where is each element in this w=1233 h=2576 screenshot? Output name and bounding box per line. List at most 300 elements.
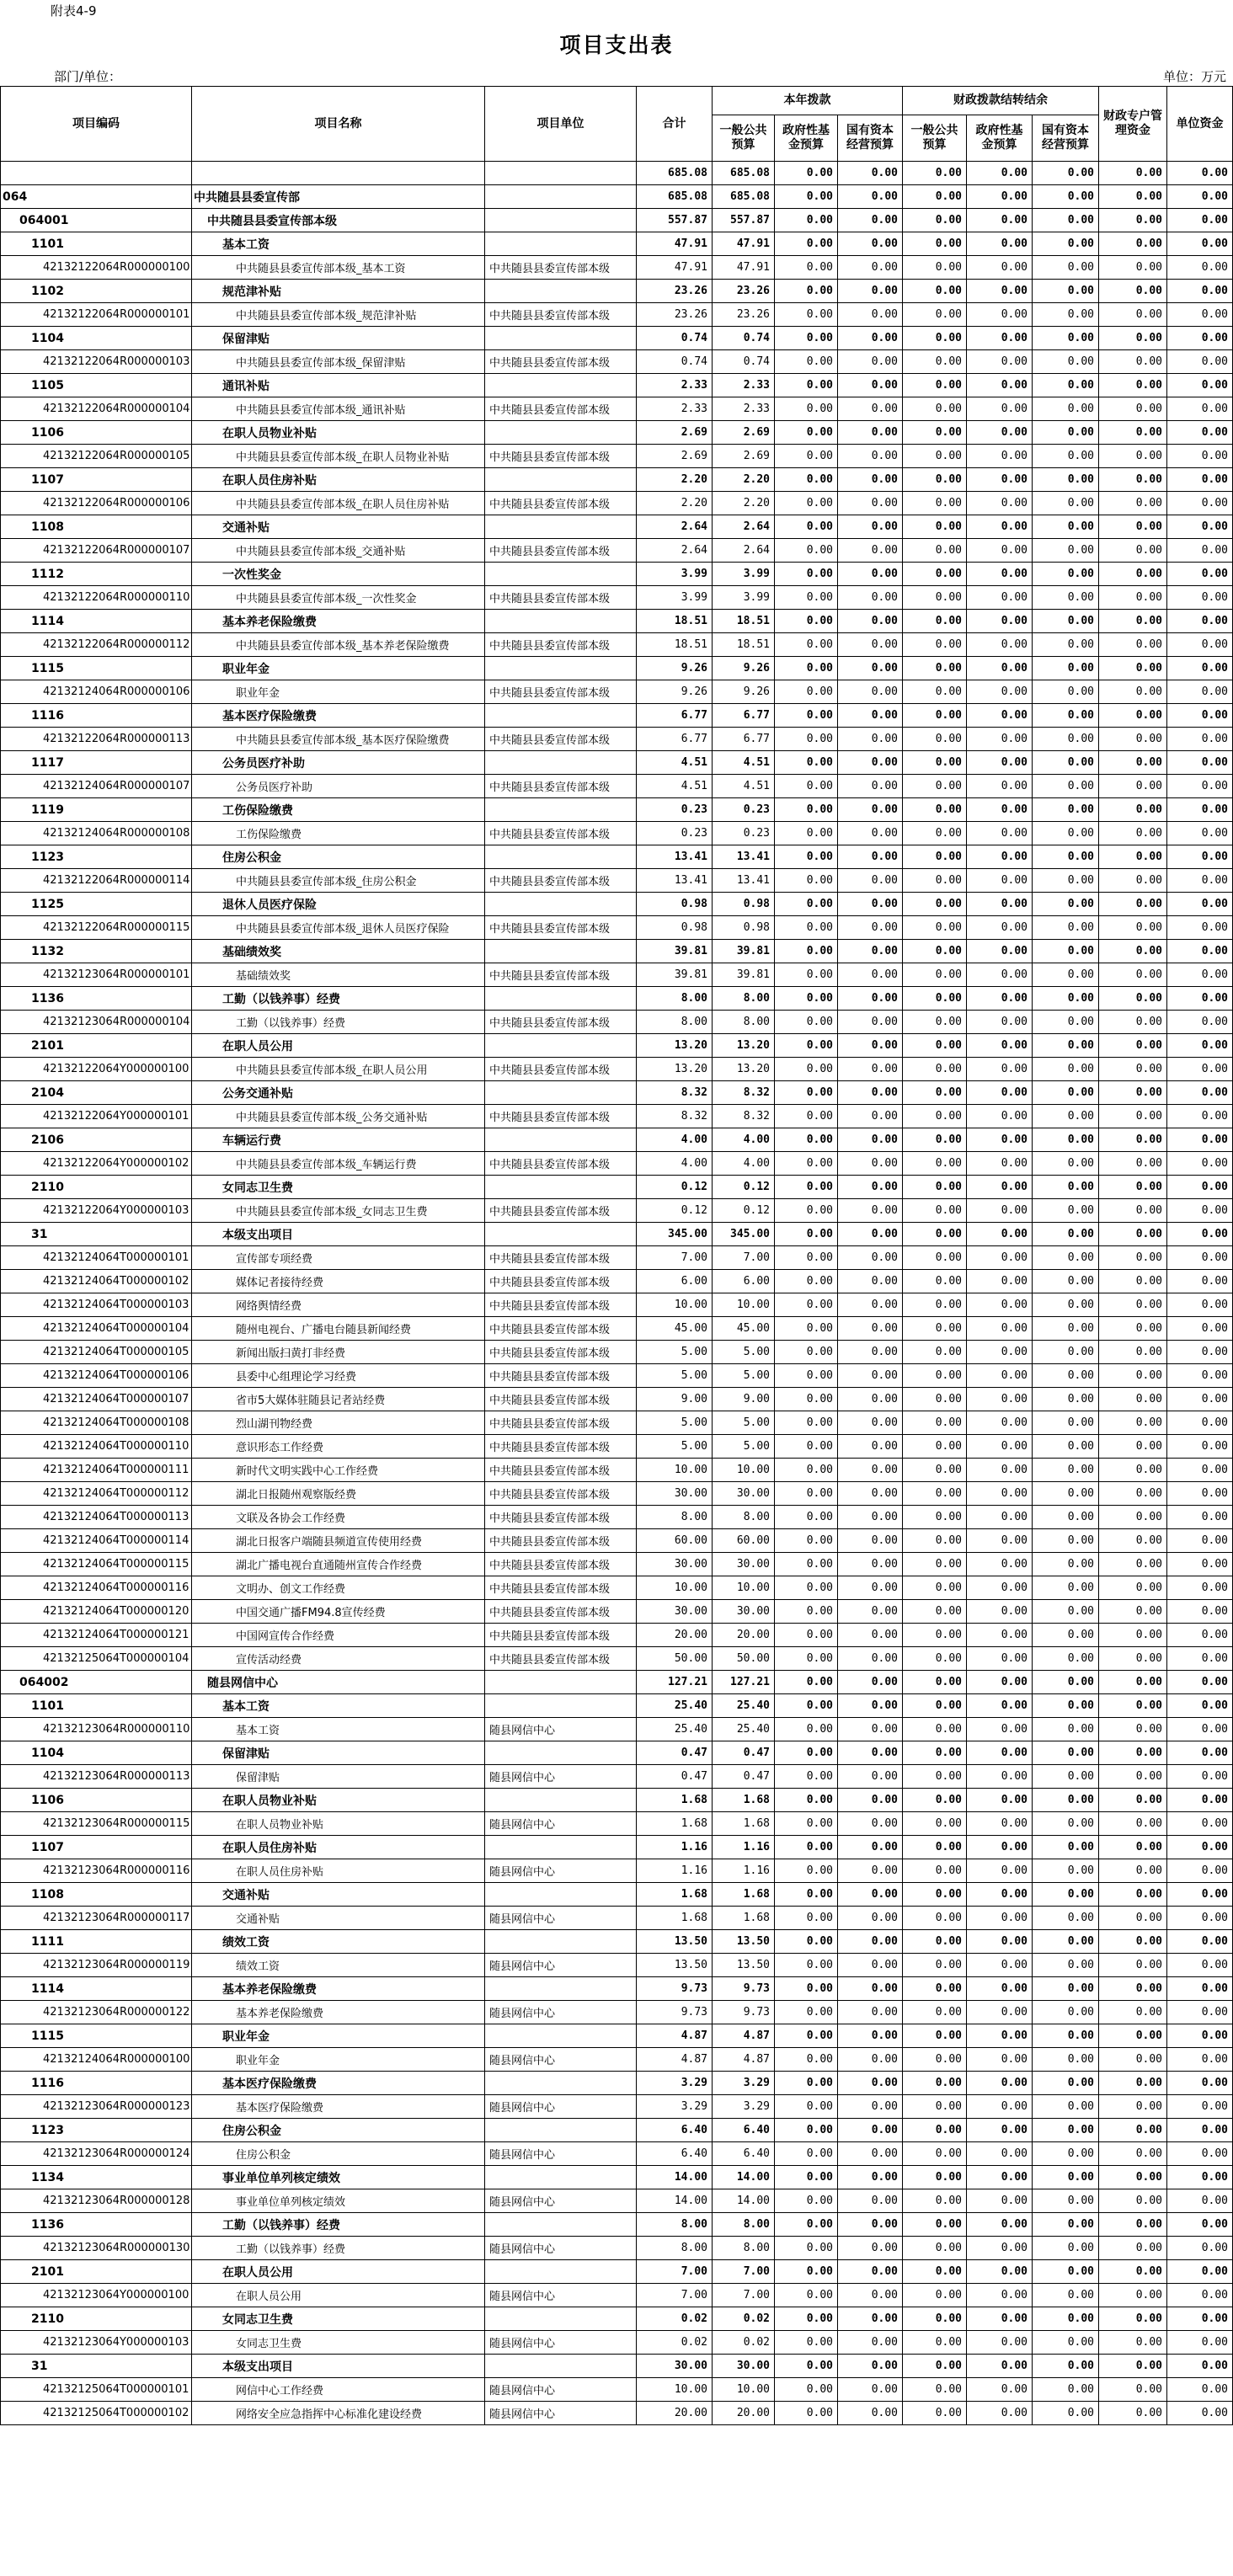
row-unit-fund: 0.00 — [1167, 1930, 1233, 1954]
row-current-state: 0.00 — [838, 1765, 903, 1789]
row-code: 064002 — [1, 1671, 192, 1694]
table-row — [1, 845, 1233, 869]
table-row — [1, 2237, 1233, 2260]
row-special: 0.00 — [1099, 1694, 1167, 1718]
row-special: 0.00 — [1099, 1506, 1167, 1529]
row-total: 9.26 — [637, 680, 713, 704]
row-total: 0.74 — [637, 350, 713, 374]
row-current-general: 9.26 — [713, 680, 775, 704]
row-special: 0.00 — [1099, 2260, 1167, 2284]
row-name: 在职人员物业补贴 — [192, 1789, 485, 1812]
row-current-state: 0.00 — [838, 1388, 903, 1411]
row-special: 0.00 — [1099, 751, 1167, 775]
row-current-state: 0.00 — [838, 445, 903, 468]
row-current-state: 0.00 — [838, 1270, 903, 1293]
table-row — [1, 1671, 1233, 1694]
row-current-state: 0.00 — [838, 2284, 903, 2307]
row-org: 中共随县县委宣传部本级 — [485, 728, 637, 751]
row-total: 3.29 — [637, 2072, 713, 2095]
table-row — [1, 2213, 1233, 2237]
row-special: 0.00 — [1099, 2355, 1167, 2378]
row-current-general: 2.20 — [713, 468, 775, 492]
row-carry-state: 0.00 — [1033, 280, 1099, 303]
row-carry-fund: 0.00 — [967, 563, 1033, 586]
row-code: 42132124064T000000116 — [1, 1576, 192, 1600]
row-carry-state: 0.00 — [1033, 940, 1099, 963]
row-name: 中共随县县委宣传部本级_保留津贴 — [192, 350, 485, 374]
row-unit-fund: 0.00 — [1167, 1506, 1233, 1529]
row-carry-state: 0.00 — [1033, 1789, 1099, 1812]
row-current-state: 0.00 — [838, 303, 903, 327]
row-unit-fund: 0.00 — [1167, 940, 1233, 963]
row-current-state: 0.00 — [838, 2142, 903, 2166]
row-org: 中共随县县委宣传部本级 — [485, 1293, 637, 1317]
row-current-fund: 0.00 — [775, 1081, 838, 1105]
row-code: 42132122064Y000000102 — [1, 1152, 192, 1176]
row-carry-fund: 0.00 — [967, 1176, 1033, 1199]
row-carry-state: 0.00 — [1033, 1718, 1099, 1741]
table-row — [1, 1270, 1233, 1293]
row-current-general: 345.00 — [713, 1223, 775, 1246]
table-row — [1, 1647, 1233, 1671]
row-current-fund: 0.00 — [775, 1907, 838, 1930]
row-code: 1112 — [1, 563, 192, 586]
row-unit-fund: 0.00 — [1167, 1293, 1233, 1317]
header-current-fund: 政府性基金预算 — [775, 115, 838, 162]
row-carry-state: 0.00 — [1033, 1152, 1099, 1176]
row-carry-state: 0.00 — [1033, 1647, 1099, 1671]
row-code: 1108 — [1, 1883, 192, 1907]
header-code: 项目编码 — [1, 87, 192, 162]
row-current-fund: 0.00 — [775, 1388, 838, 1411]
row-carry-state: 0.00 — [1033, 2402, 1099, 2425]
row-current-fund: 0.00 — [775, 2189, 838, 2213]
row-total: 13.50 — [637, 1954, 713, 1977]
row-carry-state: 0.00 — [1033, 1435, 1099, 1459]
row-current-state: 0.00 — [838, 1624, 903, 1647]
row-code: 1101 — [1, 232, 192, 256]
row-carry-general: 0.00 — [903, 1293, 967, 1317]
row-current-fund: 0.00 — [775, 1411, 838, 1435]
row-special: 0.00 — [1099, 445, 1167, 468]
row-name: 中共随县县委宣传部本级 — [192, 209, 485, 232]
row-special: 0.00 — [1099, 963, 1167, 987]
row-current-fund: 0.00 — [775, 2331, 838, 2355]
row-current-general: 0.02 — [713, 2307, 775, 2331]
row-carry-fund: 0.00 — [967, 1624, 1033, 1647]
row-carry-fund: 0.00 — [967, 893, 1033, 916]
row-org: 中共随县县委宣传部本级 — [485, 397, 637, 421]
row-org: 中共随县县委宣传部本级 — [485, 1411, 637, 1435]
row-carry-state: 0.00 — [1033, 1812, 1099, 1836]
row-carry-state: 0.00 — [1033, 586, 1099, 610]
row-current-fund: 0.00 — [775, 2001, 838, 2024]
row-carry-state: 0.00 — [1033, 2284, 1099, 2307]
row-special: 0.00 — [1099, 2331, 1167, 2355]
row-unit-fund: 0.00 — [1167, 185, 1233, 209]
row-carry-state: 0.00 — [1033, 2119, 1099, 2142]
row-code: 1106 — [1, 421, 192, 445]
table-row — [1, 2048, 1233, 2072]
row-org: 中共随县县委宣传部本级 — [485, 1576, 637, 1600]
row-carry-general: 0.00 — [903, 421, 967, 445]
table-row — [1, 963, 1233, 987]
row-current-state: 0.00 — [838, 704, 903, 728]
table-row — [1, 704, 1233, 728]
row-name: 一次性奖金 — [192, 563, 485, 586]
row-total: 13.20 — [637, 1034, 713, 1058]
row-special: 0.00 — [1099, 539, 1167, 563]
row-code: 42132123064R000000113 — [1, 1765, 192, 1789]
row-carry-state: 0.00 — [1033, 1930, 1099, 1954]
row-current-state: 0.00 — [838, 1600, 903, 1624]
row-org: 中共随县县委宣传部本级 — [485, 1364, 637, 1388]
row-code: 1123 — [1, 845, 192, 869]
row-carry-fund: 0.00 — [967, 798, 1033, 822]
row-total: 8.32 — [637, 1105, 713, 1128]
row-carry-fund: 0.00 — [967, 162, 1033, 185]
row-current-general: 47.91 — [713, 232, 775, 256]
row-special: 0.00 — [1099, 1836, 1167, 1859]
row-total: 5.00 — [637, 1435, 713, 1459]
row-name: 本级支出项目 — [192, 2355, 485, 2378]
row-current-state: 0.00 — [838, 586, 903, 610]
row-name: 绩效工资 — [192, 1930, 485, 1954]
row-unit-fund: 0.00 — [1167, 1223, 1233, 1246]
row-current-fund: 0.00 — [775, 1977, 838, 2001]
row-current-state: 0.00 — [838, 2378, 903, 2402]
row-current-general: 685.08 — [713, 185, 775, 209]
row-code: 42132123064R000000116 — [1, 1859, 192, 1883]
row-special: 0.00 — [1099, 1081, 1167, 1105]
row-current-general: 25.40 — [713, 1718, 775, 1741]
row-carry-general: 0.00 — [903, 162, 967, 185]
row-current-state: 0.00 — [838, 845, 903, 869]
row-carry-general: 0.00 — [903, 1576, 967, 1600]
row-name: 基本养老保险缴费 — [192, 2001, 485, 2024]
row-code: 42132124064R000000106 — [1, 680, 192, 704]
row-current-fund: 0.00 — [775, 1836, 838, 1859]
row-code: 42132124064T000000113 — [1, 1506, 192, 1529]
row-org: 随县网信中心 — [485, 2284, 637, 2307]
row-carry-fund: 0.00 — [967, 610, 1033, 633]
row-name: 在职人员住房补贴 — [192, 1859, 485, 1883]
row-current-general: 3.99 — [713, 586, 775, 610]
row-name: 湖北日报随州观察版经费 — [192, 1482, 485, 1506]
row-name: 中共随县县委宣传部本级_基本养老保险缴费 — [192, 633, 485, 657]
row-current-general: 4.87 — [713, 2048, 775, 2072]
row-carry-general: 0.00 — [903, 1883, 967, 1907]
row-total: 685.08 — [637, 185, 713, 209]
row-current-general: 13.20 — [713, 1034, 775, 1058]
row-current-general: 5.00 — [713, 1341, 775, 1364]
row-carry-general: 0.00 — [903, 468, 967, 492]
row-carry-state: 0.00 — [1033, 2142, 1099, 2166]
row-current-general: 4.51 — [713, 751, 775, 775]
row-current-state: 0.00 — [838, 893, 903, 916]
row-carry-fund: 0.00 — [967, 2307, 1033, 2331]
row-carry-fund: 0.00 — [967, 2284, 1033, 2307]
row-current-state: 0.00 — [838, 539, 903, 563]
row-carry-fund: 0.00 — [967, 1459, 1033, 1482]
row-name: 在职人员公用 — [192, 2260, 485, 2284]
row-special: 0.00 — [1099, 1859, 1167, 1883]
table-row — [1, 421, 1233, 445]
row-org — [485, 1741, 637, 1765]
row-current-fund: 0.00 — [775, 751, 838, 775]
row-code: 42132124064R000000100 — [1, 2048, 192, 2072]
row-org — [485, 845, 637, 869]
row-code: 31 — [1, 1223, 192, 1246]
table-row — [1, 162, 1233, 185]
row-current-fund: 0.00 — [775, 185, 838, 209]
row-carry-general: 0.00 — [903, 1553, 967, 1576]
row-current-fund: 0.00 — [775, 940, 838, 963]
row-special: 0.00 — [1099, 916, 1167, 940]
row-carry-general: 0.00 — [903, 1859, 967, 1883]
row-unit-fund: 0.00 — [1167, 445, 1233, 468]
row-carry-state: 0.00 — [1033, 2331, 1099, 2355]
row-carry-fund: 0.00 — [967, 1081, 1033, 1105]
row-org — [485, 798, 637, 822]
row-current-fund: 0.00 — [775, 374, 838, 397]
row-org — [485, 893, 637, 916]
row-special: 0.00 — [1099, 1176, 1167, 1199]
row-code: 42132124064T000000105 — [1, 1341, 192, 1364]
row-carry-fund: 0.00 — [967, 492, 1033, 515]
row-total: 4.87 — [637, 2048, 713, 2072]
row-current-state: 0.00 — [838, 1459, 903, 1482]
table-row — [1, 2119, 1233, 2142]
row-code: 1108 — [1, 515, 192, 539]
row-name: 基本工资 — [192, 232, 485, 256]
row-carry-fund: 0.00 — [967, 916, 1033, 940]
row-carry-general: 0.00 — [903, 1765, 967, 1789]
row-current-fund: 0.00 — [775, 1741, 838, 1765]
row-special: 0.00 — [1099, 1741, 1167, 1765]
row-org: 中共随县县委宣传部本级 — [485, 492, 637, 515]
row-total: 0.12 — [637, 1199, 713, 1223]
table-row — [1, 374, 1233, 397]
row-unit-fund: 0.00 — [1167, 209, 1233, 232]
row-name: 绩效工资 — [192, 1954, 485, 1977]
row-current-general: 1.68 — [713, 1789, 775, 1812]
row-current-state: 0.00 — [838, 1223, 903, 1246]
row-total: 47.91 — [637, 256, 713, 280]
row-code: 42132123064R000000101 — [1, 963, 192, 987]
row-carry-general: 0.00 — [903, 916, 967, 940]
table-row — [1, 1011, 1233, 1034]
row-current-fund: 0.00 — [775, 1954, 838, 1977]
row-carry-state: 0.00 — [1033, 1223, 1099, 1246]
row-total: 0.23 — [637, 798, 713, 822]
row-current-general: 8.32 — [713, 1105, 775, 1128]
row-current-state: 0.00 — [838, 680, 903, 704]
table-row — [1, 1435, 1233, 1459]
row-current-general: 0.12 — [713, 1199, 775, 1223]
row-carry-fund: 0.00 — [967, 680, 1033, 704]
row-code: 1134 — [1, 2166, 192, 2189]
row-org: 随县网信中心 — [485, 2378, 637, 2402]
row-special: 0.00 — [1099, 2072, 1167, 2095]
table-row — [1, 1765, 1233, 1789]
row-total: 0.23 — [637, 822, 713, 845]
row-current-general: 3.29 — [713, 2072, 775, 2095]
row-org: 中共随县县委宣传部本级 — [485, 1058, 637, 1081]
row-carry-general: 0.00 — [903, 397, 967, 421]
row-carry-general: 0.00 — [903, 1977, 967, 2001]
row-carry-fund: 0.00 — [967, 280, 1033, 303]
row-code: 1104 — [1, 1741, 192, 1765]
row-current-state: 0.00 — [838, 1977, 903, 2001]
row-name: 新闻出版扫黄打非经费 — [192, 1341, 485, 1364]
header-org: 项目单位 — [485, 87, 637, 162]
row-unit-fund: 0.00 — [1167, 1411, 1233, 1435]
row-current-state: 0.00 — [838, 1058, 903, 1081]
row-current-fund: 0.00 — [775, 1529, 838, 1553]
row-carry-state: 0.00 — [1033, 1600, 1099, 1624]
row-carry-state: 0.00 — [1033, 1624, 1099, 1647]
row-carry-fund: 0.00 — [967, 1317, 1033, 1341]
row-name: 中共随县县委宣传部 — [192, 185, 485, 209]
row-current-state: 0.00 — [838, 1341, 903, 1364]
row-org — [485, 1789, 637, 1812]
row-special: 0.00 — [1099, 728, 1167, 751]
row-total: 7.00 — [637, 2284, 713, 2307]
row-name: 住房公积金 — [192, 2142, 485, 2166]
row-total: 1.68 — [637, 1883, 713, 1907]
row-org: 随县网信中心 — [485, 1765, 637, 1789]
row-name: 保留津贴 — [192, 1741, 485, 1765]
table-row — [1, 492, 1233, 515]
row-total: 5.00 — [637, 1411, 713, 1435]
row-carry-fund: 0.00 — [967, 963, 1033, 987]
row-org: 中共随县县委宣传部本级 — [485, 822, 637, 845]
row-unit-fund: 0.00 — [1167, 2189, 1233, 2213]
row-code: 42132123064R000000123 — [1, 2095, 192, 2119]
table-row — [1, 1883, 1233, 1907]
table-row — [1, 445, 1233, 468]
row-special: 0.00 — [1099, 1930, 1167, 1954]
row-code: 42132123064Y000000100 — [1, 2284, 192, 2307]
row-carry-state: 0.00 — [1033, 1176, 1099, 1199]
row-name: 中共随县县委宣传部本级_住房公积金 — [192, 869, 485, 893]
row-carry-state: 0.00 — [1033, 232, 1099, 256]
row-special: 0.00 — [1099, 162, 1167, 185]
row-total: 7.00 — [637, 2260, 713, 2284]
row-special: 0.00 — [1099, 1058, 1167, 1081]
row-total: 557.87 — [637, 209, 713, 232]
row-unit-fund: 0.00 — [1167, 1883, 1233, 1907]
row-current-general: 0.02 — [713, 2331, 775, 2355]
table-row — [1, 256, 1233, 280]
row-carry-fund: 0.00 — [967, 303, 1033, 327]
row-carry-general: 0.00 — [903, 680, 967, 704]
table-row — [1, 1741, 1233, 1765]
row-carry-general: 0.00 — [903, 1954, 967, 1977]
row-carry-fund: 0.00 — [967, 2166, 1033, 2189]
row-name: 女同志卫生费 — [192, 1176, 485, 1199]
row-current-fund: 0.00 — [775, 1435, 838, 1459]
row-current-general: 9.26 — [713, 657, 775, 680]
row-code: 1111 — [1, 1930, 192, 1954]
row-org: 中共随县县委宣传部本级 — [485, 539, 637, 563]
row-unit-fund: 0.00 — [1167, 1694, 1233, 1718]
row-special: 0.00 — [1099, 2378, 1167, 2402]
table-row — [1, 1624, 1233, 1647]
row-carry-general: 0.00 — [903, 280, 967, 303]
row-special: 0.00 — [1099, 515, 1167, 539]
row-current-general: 20.00 — [713, 2402, 775, 2425]
row-unit-fund: 0.00 — [1167, 657, 1233, 680]
row-carry-state: 0.00 — [1033, 963, 1099, 987]
row-carry-state: 0.00 — [1033, 1199, 1099, 1223]
row-special: 0.00 — [1099, 610, 1167, 633]
row-current-general: 0.23 — [713, 822, 775, 845]
row-name: 中共随县县委宣传部本级_在职人员公用 — [192, 1058, 485, 1081]
row-current-state: 0.00 — [838, 1105, 903, 1128]
row-carry-general: 0.00 — [903, 704, 967, 728]
row-org: 中共随县县委宣传部本级 — [485, 1388, 637, 1411]
row-total: 4.87 — [637, 2024, 713, 2048]
row-name: 基本医疗保险缴费 — [192, 2095, 485, 2119]
row-total: 18.51 — [637, 633, 713, 657]
row-org — [485, 2119, 637, 2142]
row-current-fund: 0.00 — [775, 445, 838, 468]
row-unit-fund: 0.00 — [1167, 704, 1233, 728]
row-carry-general: 0.00 — [903, 2331, 967, 2355]
row-carry-state: 0.00 — [1033, 1459, 1099, 1482]
row-current-general: 2.69 — [713, 421, 775, 445]
row-name: 随县网信中心 — [192, 1671, 485, 1694]
row-unit-fund: 0.00 — [1167, 1341, 1233, 1364]
row-carry-general: 0.00 — [903, 2024, 967, 2048]
row-current-general: 47.91 — [713, 256, 775, 280]
row-current-fund: 0.00 — [775, 2072, 838, 2095]
row-org: 随县网信中心 — [485, 1718, 637, 1741]
row-unit-fund: 0.00 — [1167, 2307, 1233, 2331]
row-total: 0.47 — [637, 1765, 713, 1789]
row-current-general: 30.00 — [713, 1482, 775, 1506]
row-unit-fund: 0.00 — [1167, 1741, 1233, 1765]
row-carry-fund: 0.00 — [967, 633, 1033, 657]
row-name: 事业单位单列核定绩效 — [192, 2166, 485, 2189]
row-carry-state: 0.00 — [1033, 2189, 1099, 2213]
row-special: 0.00 — [1099, 2048, 1167, 2072]
row-total: 13.41 — [637, 845, 713, 869]
row-current-general: 9.73 — [713, 1977, 775, 2001]
row-carry-general: 0.00 — [903, 327, 967, 350]
row-current-fund: 0.00 — [775, 256, 838, 280]
row-code: 42132124064T000000121 — [1, 1624, 192, 1647]
row-special: 0.00 — [1099, 185, 1167, 209]
row-carry-general: 0.00 — [903, 1482, 967, 1506]
row-current-fund: 0.00 — [775, 775, 838, 798]
row-unit-fund: 0.00 — [1167, 280, 1233, 303]
row-carry-state: 0.00 — [1033, 2378, 1099, 2402]
row-current-general: 4.00 — [713, 1128, 775, 1152]
row-name: 中共随县县委宣传部本级_通讯补贴 — [192, 397, 485, 421]
row-current-fund: 0.00 — [775, 2213, 838, 2237]
row-code: 42132123064R000000119 — [1, 1954, 192, 1977]
row-total: 6.40 — [637, 2119, 713, 2142]
row-total: 20.00 — [637, 2402, 713, 2425]
row-code: 064001 — [1, 209, 192, 232]
row-carry-fund: 0.00 — [967, 1718, 1033, 1741]
row-name: 职业年金 — [192, 2024, 485, 2048]
row-current-general: 13.41 — [713, 845, 775, 869]
row-current-state: 0.00 — [838, 468, 903, 492]
